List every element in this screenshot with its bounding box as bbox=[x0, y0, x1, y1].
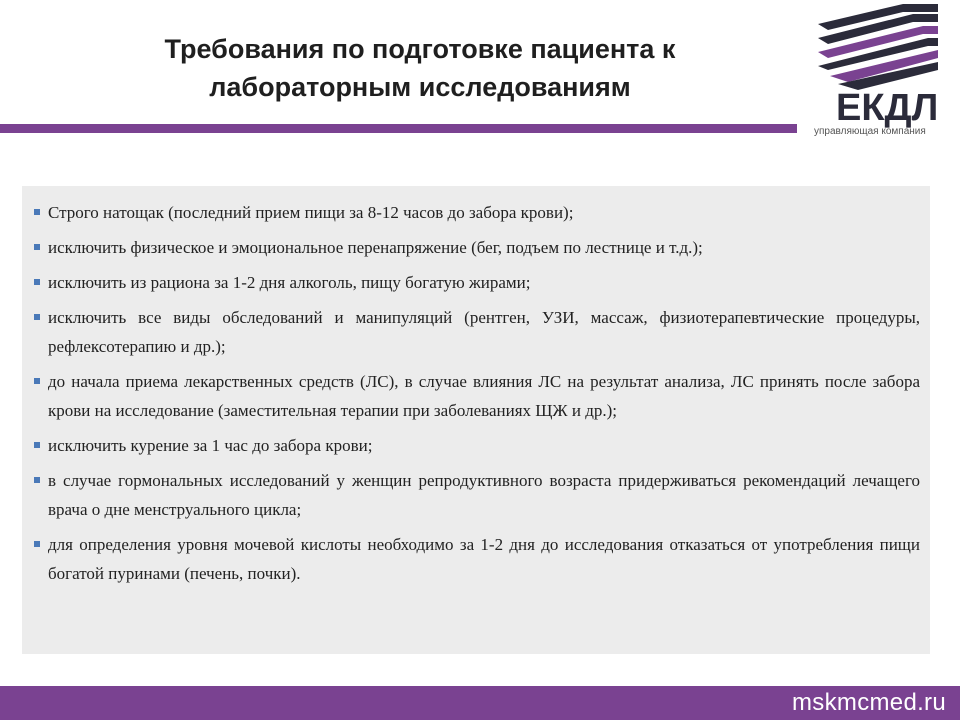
title-line-2: лабораторным исследованиям bbox=[209, 72, 631, 102]
logo-wordmark: ЕКДЛ bbox=[836, 87, 939, 129]
requirements-panel bbox=[22, 186, 930, 654]
bullet-icon bbox=[34, 279, 40, 285]
title-underline-bar bbox=[0, 124, 797, 133]
slide-title bbox=[60, 30, 780, 106]
bullet-icon bbox=[34, 477, 40, 483]
list-item: до начала приема лекарственных средств (ЛС), в случае влияния ЛС на результат анализа, ЛС принять после забора крови на исследование (заместительная терапии при заболеваниях ЩЖ и др.); bbox=[48, 367, 920, 425]
list-item: Строго натощак (последний прием пищи за 8-12 часов до забора крови); bbox=[48, 198, 920, 227]
list-item: исключить все виды обследований и манипуляций (рентген, УЗИ, массаж, физиотерапевтические процедуры, рефлексотерапию и др.); bbox=[48, 303, 920, 361]
footer-site-link[interactable]: mskmcmed.ru bbox=[792, 689, 946, 716]
footer-bar bbox=[0, 686, 960, 720]
logo-subtitle: управляющая компания bbox=[814, 126, 926, 137]
list-item: в случае гормональных исследований у женщин репродуктивного возраста придерживаться рекомендаций лечащего врача о дне менструального цикла; bbox=[48, 466, 920, 524]
bullet-icon bbox=[34, 244, 40, 250]
list-item: исключить из рациона за 1-2 дня алкоголь, пищу богатую жирами; bbox=[48, 268, 920, 297]
title-line-1: Требования по подготовке пациента к bbox=[164, 34, 676, 64]
bullet-icon bbox=[34, 442, 40, 448]
bullet-icon bbox=[34, 541, 40, 547]
list-item: исключить физическое и эмоциональное перенапряжение (бег, подъем по лестнице и т.д.); bbox=[48, 233, 920, 262]
list-item: для определения уровня мочевой кислоты необходимо за 1-2 дня до исследования отказаться от употребления пищи богатой пуринами (печень, почки). bbox=[48, 530, 920, 588]
bullet-icon bbox=[34, 314, 40, 320]
bullet-icon bbox=[34, 378, 40, 384]
bullet-icon bbox=[34, 209, 40, 215]
list-item: исключить курение за 1 час до забора крови; bbox=[48, 431, 920, 460]
company-logo bbox=[808, 4, 958, 140]
requirements-list bbox=[22, 186, 930, 588]
